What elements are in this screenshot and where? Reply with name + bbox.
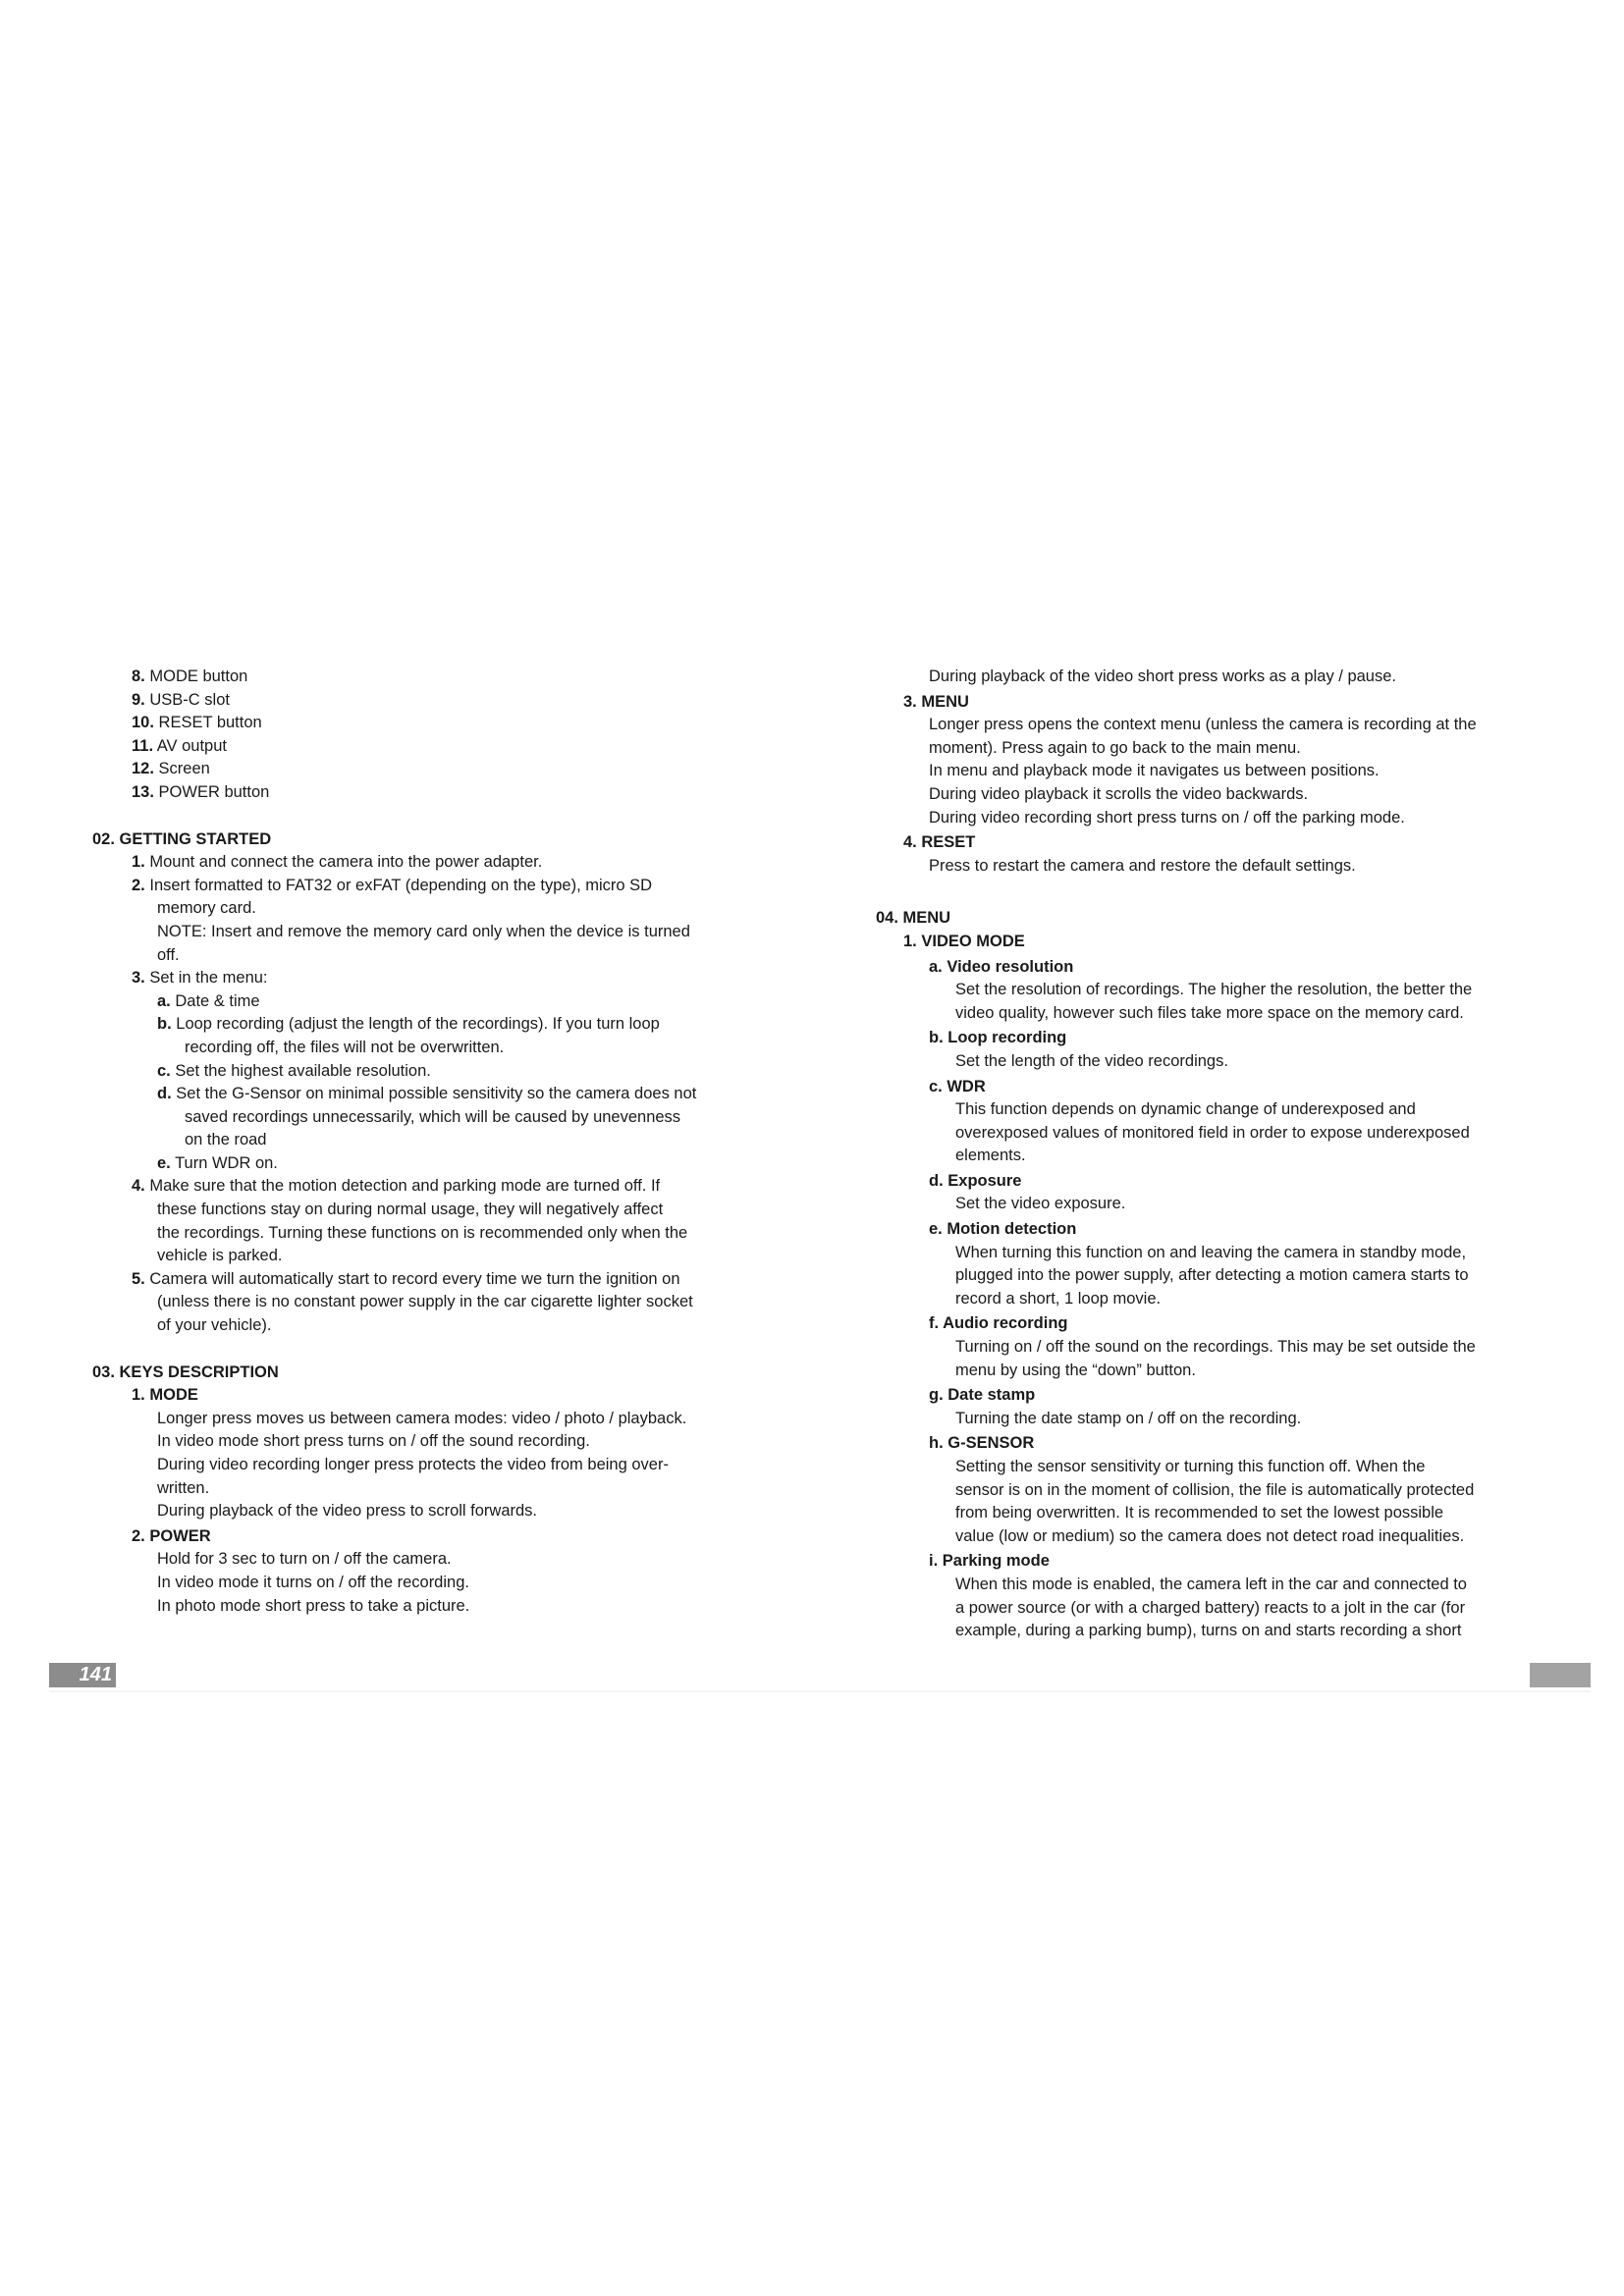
key-title: 4. RESET <box>903 833 976 852</box>
menu-section <box>876 907 1543 1642</box>
menu-item-text: Turning the date stamp on / off on the recording. <box>955 1409 1302 1427</box>
menu-item-title: d. Exposure <box>929 1171 1022 1190</box>
key-description: During playback of the video press to scroll forwards. <box>157 1502 538 1521</box>
list-item: 1. Mount and connect the camera into the power adapter. <box>132 853 543 872</box>
list-item: 11. AV output <box>132 736 227 755</box>
keys-description-section <box>92 1362 770 1619</box>
key-title: 3. MENU <box>903 692 969 711</box>
key-description: moment). Press again to go back to the main menu. <box>929 738 1301 757</box>
list-item-continuation: memory card. <box>157 899 256 918</box>
section-heading: 03. KEYS DESCRIPTION <box>92 1362 279 1381</box>
menu-item-title: e. Motion detection <box>929 1220 1077 1239</box>
section-heading: 04. MENU <box>876 909 951 928</box>
menu-item-text: value (low or medium) so the camera does not detect road inequalities. <box>955 1526 1465 1545</box>
key-description: written. <box>157 1478 210 1497</box>
menu-item-text: Set the resolution of recordings. The higher the resolution, the better the <box>955 981 1473 999</box>
menu-item-title: g. Date stamp <box>929 1386 1036 1405</box>
menu-item-text: Turning on / off the sound on the recordings. This may be set outside the <box>955 1338 1476 1357</box>
menu-item <box>876 1384 1543 1430</box>
menu-item-text: menu by using the “down” button. <box>955 1361 1196 1379</box>
page-tab-marker <box>1530 1663 1591 1687</box>
key-title: 2. POWER <box>132 1526 211 1545</box>
key-description: During video recording longer press protects the video from being over- <box>157 1456 669 1473</box>
page-number: 141 <box>49 1663 116 1687</box>
parts-list <box>92 666 770 805</box>
menu-item <box>876 1312 1543 1382</box>
key-description: In menu and playback mode it navigates us between positions. <box>929 762 1380 780</box>
menu-item-text: overexposed values of monitored field in order to expose underexposed <box>955 1123 1470 1142</box>
key-title: 1. MODE <box>132 1386 198 1405</box>
menu-item <box>876 1027 1543 1073</box>
sub-item-continuation: recording off, the files will not be overwritten. <box>185 1038 505 1056</box>
menu-item-title: h. G-SENSOR <box>929 1434 1035 1453</box>
section-heading: 02. GETTING STARTED <box>92 829 272 848</box>
menu-subheading: 1. VIDEO MODE <box>903 932 1025 950</box>
sub-item-continuation: on the road <box>185 1131 267 1149</box>
key-description: In photo mode short press to take a picture. <box>157 1596 470 1615</box>
menu-item <box>876 1550 1543 1642</box>
menu-item <box>876 1076 1543 1168</box>
menu-item-title: c. WDR <box>929 1077 986 1095</box>
key-description: Longer press opens the context menu (unless the camera is recording at the <box>929 716 1477 734</box>
key-description: In video mode short press turns on / off the sound recording. <box>157 1432 590 1451</box>
menu-item-title: b. Loop recording <box>929 1029 1067 1047</box>
sub-item: d. Set the G-Sensor on minimal possible sensitivity so the camera does not <box>157 1085 697 1103</box>
footer-divider <box>49 1690 1591 1692</box>
menu-item <box>876 1432 1543 1548</box>
list-item: 8. MODE button <box>132 667 248 685</box>
list-item: 5. Camera will automatically start to record every time we turn the ignition on <box>132 1269 680 1288</box>
menu-item-text: Set the video exposure. <box>955 1195 1126 1213</box>
list-item: 13. POWER button <box>132 782 270 801</box>
key-description: Press to restart the camera and restore the default settings. <box>929 856 1356 875</box>
note-text: NOTE: Insert and remove the memory card only when the device is turned <box>157 922 690 940</box>
sub-item: b. Loop recording (adjust the length of the recordings). If you turn loop <box>157 1015 660 1034</box>
menu-item-text: sensor is on in the moment of collision, the file is automatically protected <box>955 1480 1475 1499</box>
menu-item-title: a. Video resolution <box>929 957 1074 976</box>
list-item-continuation: (unless there is no constant power supply in the car cigarette lighter socket <box>157 1293 693 1311</box>
list-item: 12. Screen <box>132 760 210 778</box>
getting-started-section <box>92 828 770 1338</box>
menu-item-text: When turning this function on and leaving the camera in standby mode, <box>955 1243 1467 1261</box>
menu-item-text: record a short, 1 loop movie. <box>955 1289 1162 1308</box>
key-description: Hold for 3 sec to turn on / off the camera. <box>157 1550 452 1569</box>
list-item-continuation: of your vehicle). <box>157 1316 272 1335</box>
list-item-continuation: the recordings. Turning these functions on is recommended only when the <box>157 1223 688 1242</box>
menu-item-text: video quality, however such files take more space on the memory card. <box>955 1003 1464 1022</box>
key-description: In video mode it turns on / off the recording. <box>157 1573 469 1591</box>
key-description: Longer press moves us between camera modes: video / photo / playback. <box>157 1409 687 1427</box>
sub-item: c. Set the highest available resolution. <box>157 1061 431 1080</box>
menu-item-text: When this mode is enabled, the camera left in the car and connected to <box>955 1575 1467 1593</box>
list-item-continuation: vehicle is parked. <box>157 1247 283 1265</box>
list-item: 2. Insert formatted to FAT32 or exFAT (depending on the type), micro SD <box>132 876 653 894</box>
menu-item-text: Setting the sensor sensitivity or turning this function off. When the <box>955 1458 1426 1475</box>
menu-item-text: This function depends on dynamic change of underexposed and <box>955 1100 1416 1119</box>
menu-item-text: Set the length of the video recordings. <box>955 1051 1228 1070</box>
menu-item-text: from being overwritten. It is recommended to set the lowest possible <box>955 1504 1444 1522</box>
list-item-continuation: these functions stay on during normal usage, they will negatively affect <box>157 1201 664 1219</box>
key-description: During video playback it scrolls the video backwards. <box>929 784 1309 803</box>
list-item: 3. Set in the menu: <box>132 969 268 988</box>
key-description: During video recording short press turns on / off the parking mode. <box>929 808 1405 827</box>
menu-item-title: i. Parking mode <box>929 1552 1050 1571</box>
note-text: off. <box>157 945 180 964</box>
key-description: During playback of the video short press works as a play / pause. <box>929 667 1396 685</box>
menu-item <box>876 956 1543 1026</box>
sub-item: e. Turn WDR on. <box>157 1153 278 1172</box>
sub-item-continuation: saved recordings unnecessarily, which will be caused by unevenness <box>185 1107 681 1126</box>
list-item: 4. Make sure that the motion detection and parking mode are turned off. If <box>132 1177 661 1196</box>
keys-continued <box>876 666 1543 878</box>
right-column <box>876 666 1543 1643</box>
menu-item-title: f. Audio recording <box>929 1314 1068 1333</box>
menu-item <box>876 1218 1543 1310</box>
list-item: 10. RESET button <box>132 714 262 732</box>
menu-item-text: plugged into the power supply, after detecting a motion camera starts to <box>955 1266 1469 1285</box>
menu-item-text: elements. <box>955 1147 1026 1165</box>
menu-item <box>876 1170 1543 1216</box>
left-column <box>92 666 770 1618</box>
menu-item-text: example, during a parking bump), turns on and starts recording a short <box>955 1622 1462 1640</box>
list-item: 9. USB-C slot <box>132 690 230 709</box>
menu-item-text: a power source (or with a charged battery) reacts to a jolt in the car (for <box>955 1598 1466 1617</box>
sub-item: a. Date & time <box>157 991 260 1010</box>
